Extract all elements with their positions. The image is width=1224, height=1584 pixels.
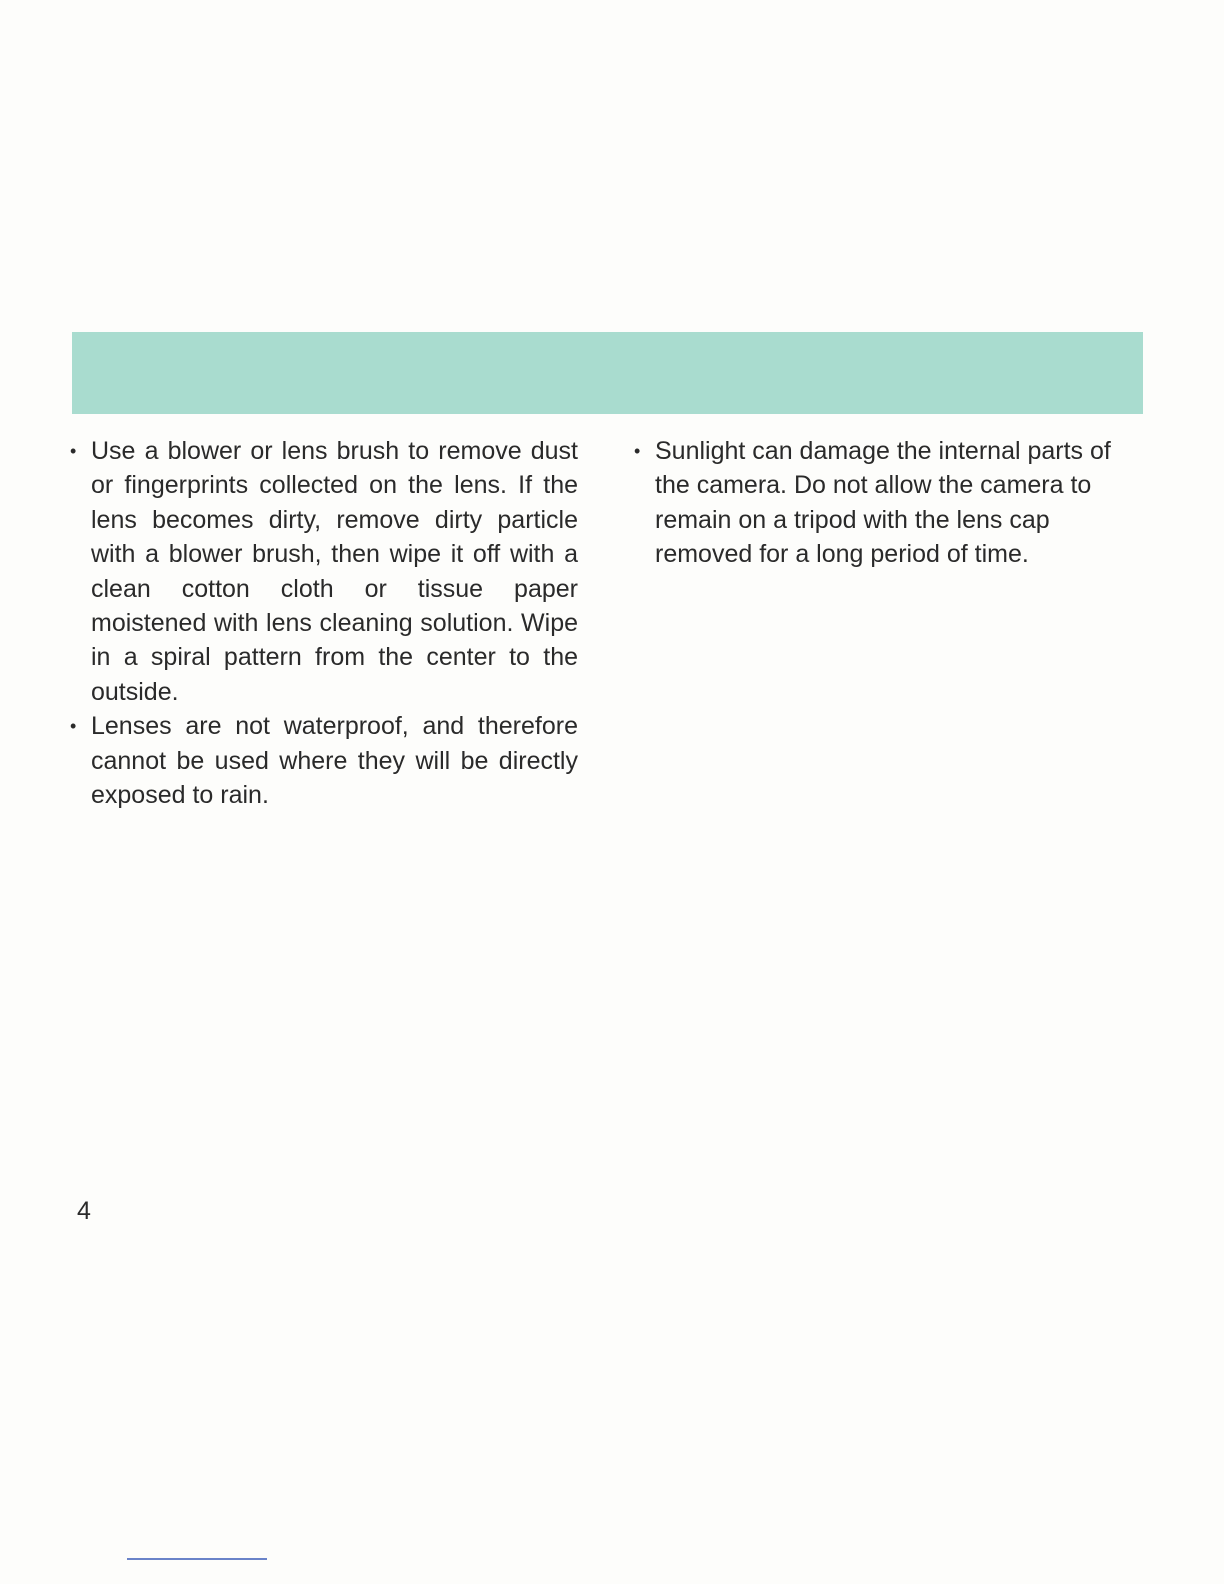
bullet-item-lens-cleaning [70,434,578,709]
footer-rule [127,1558,267,1560]
page-number: 4 [77,1197,91,1225]
right-column [634,434,1144,572]
bullet-icon: • [70,441,77,461]
bullet-item-waterproof [70,709,578,812]
bullet-item-sunlight [634,434,1144,572]
bullet-icon: • [70,716,77,737]
bullet-text: Sunlight can damage the internal parts of the camera. Do not allow the camera to remain on a tripod with the lens cap removed for a long period of time. [655,437,1111,569]
left-column [70,434,578,812]
bullet-text: Use a blower or lens brush to remove dust or fingerprints collected on the lens. If the lens becomes dirty, remove dirty particle with a blower brush, then wipe it off with a clean cotton cloth or tissue paper moistened with lens cleaning solution. Wipe in a spiral pattern from the center to the outside. [91,437,578,706]
section-header-band [72,332,1143,414]
bullet-text: Lenses are not waterproof, and therefore cannot be used where they will be directly exposed to rain. [91,712,578,810]
bullet-icon: • [634,441,641,461]
